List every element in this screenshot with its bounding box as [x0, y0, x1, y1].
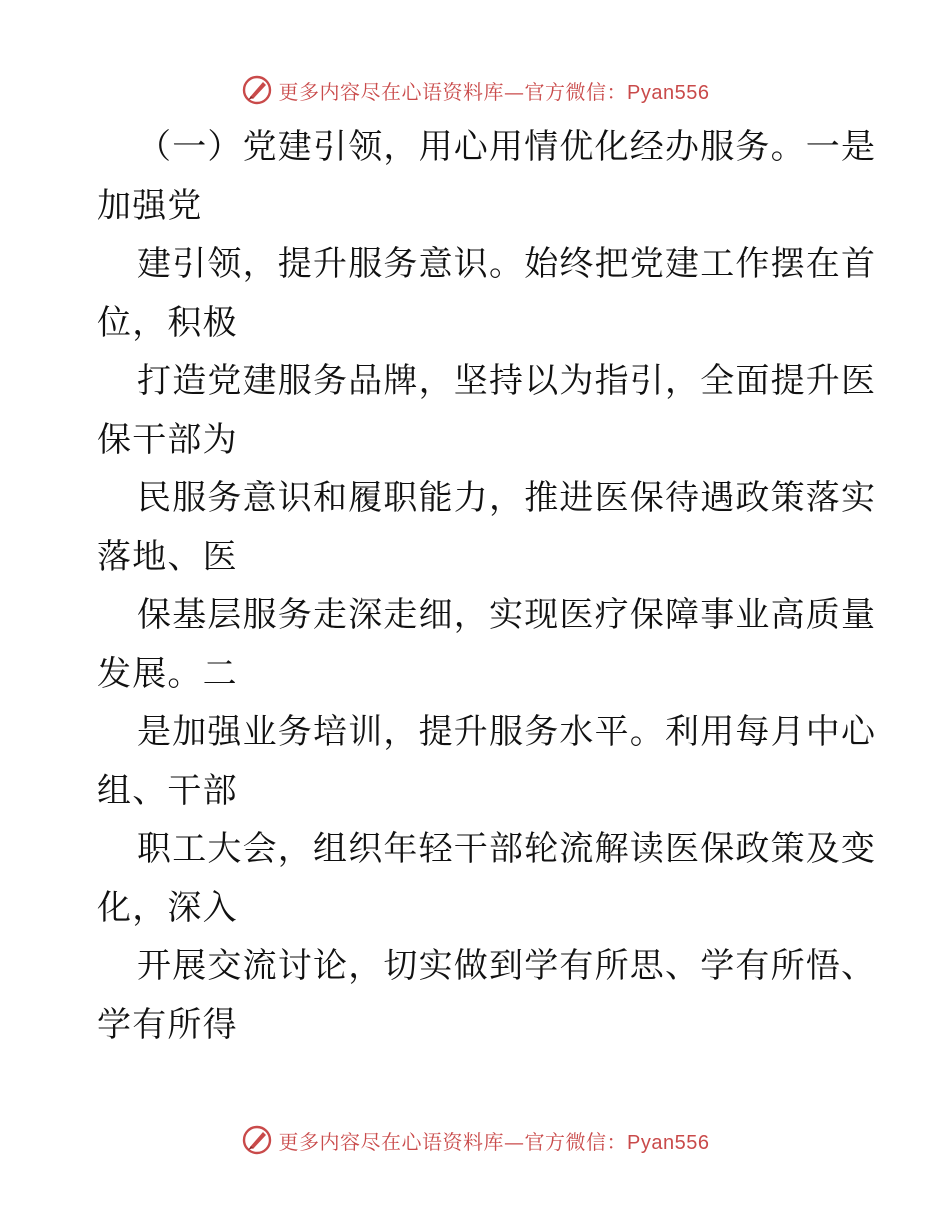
text-line: 加强党	[97, 185, 203, 226]
watermark-text: 更多内容尽在心语资料库—官方微信：Pyan556	[278, 79, 710, 104]
text-line: 位，积极	[97, 302, 238, 343]
text-line: 保干部为	[97, 419, 238, 460]
text-line: 化，深入	[97, 887, 238, 928]
text-line: 打造党建服务品牌，坚持以为指引，全面提升医	[137, 361, 877, 401]
text-line: 建引领，提升服务意识。始终把党建工作摆在首	[137, 244, 877, 284]
quill-pen-logo-icon	[241, 1124, 273, 1156]
text-line: 职工大会，组织年轻干部轮流解读医保政策及变	[137, 829, 877, 869]
header-watermark	[0, 70, 950, 110]
text-line: （一）党建引领，用心用情优化经办服务。一是	[137, 127, 877, 167]
text-line: 组、干部	[97, 770, 238, 811]
watermark-text: 更多内容尽在心语资料库—官方微信：Pyan556	[278, 1129, 710, 1154]
text-line: 开展交流讨论，切实做到学有所思、学有所悟、	[137, 946, 877, 986]
text-line: 保基层服务走深走细，实现医疗保障事业高质量	[137, 595, 877, 635]
text-line: 落地、医	[97, 536, 238, 577]
text-line: 发展。二	[97, 653, 238, 694]
footer-watermark	[0, 1120, 950, 1160]
text-line: 学有所得	[97, 1004, 238, 1045]
text-line: 民服务意识和履职能力，推进医保待遇政策落实	[137, 478, 877, 518]
quill-pen-logo-icon	[241, 74, 273, 106]
document-body	[97, 118, 877, 1054]
text-line: 是加强业务培训，提升服务水平。利用每月中心	[137, 712, 877, 752]
